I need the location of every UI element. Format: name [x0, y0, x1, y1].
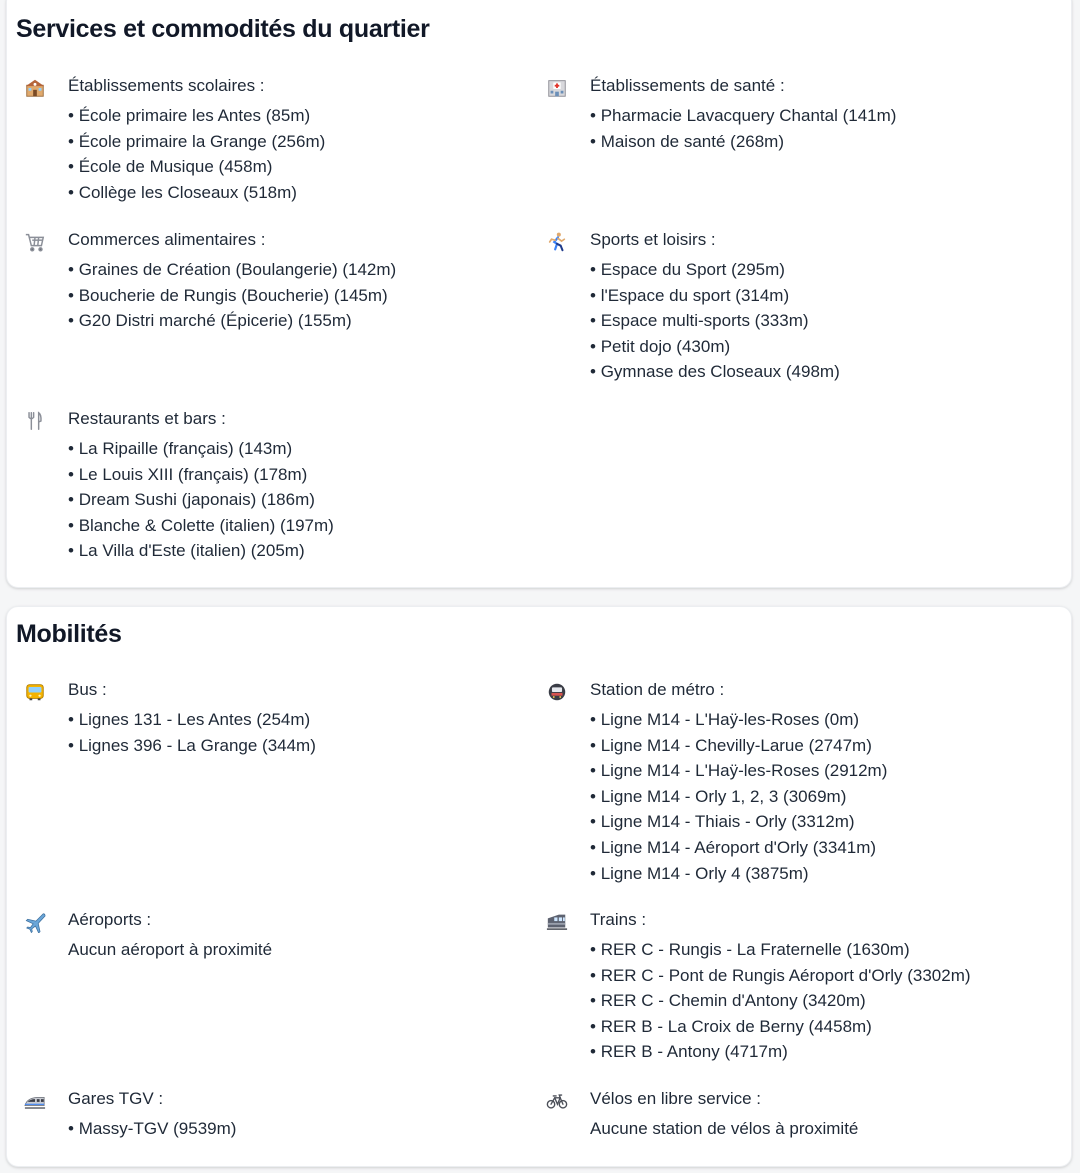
list-item: • G20 Distri marché (Épicerie) (155m) — [68, 308, 396, 334]
list-item: • Espace du Sport (295m) — [590, 257, 840, 283]
list-item: • Lignes 396 - La Grange (344m) — [68, 733, 316, 759]
list-item: • La Villa d'Este (italien) (205m) — [68, 538, 334, 564]
list-item: • Ligne M14 - Aéroport d'Orly (3341m) — [590, 835, 887, 861]
item-list — [590, 707, 887, 886]
group-title: Bus : — [68, 680, 107, 699]
list-item: • Ligne M14 - Orly 4 (3875m) — [590, 861, 887, 887]
list-item: • Collège les Closeaux (518m) — [68, 180, 325, 206]
list-item: • Ligne M14 - Chevilly-Larue (2747m) — [590, 733, 887, 759]
list-item: • RER C - Chemin d'Antony (3420m) — [590, 988, 971, 1014]
high-speed-train-icon — [22, 1088, 48, 1114]
list-item: • Maison de santé (268m) — [590, 129, 896, 155]
school-icon — [22, 75, 48, 101]
list-item: • Ligne M14 - L'Haÿ-les-Roses (2912m) — [590, 758, 887, 784]
hospital-icon — [544, 75, 570, 101]
list-item: • Pharmacie Lavacquery Chantal (141m) — [590, 103, 896, 129]
services-card — [6, 0, 1072, 588]
item-list — [590, 103, 896, 154]
group-title: Restaurants et bars : — [68, 409, 226, 428]
group-title: Établissements scolaires : — [68, 76, 265, 95]
list-item: • Petit dojo (430m) — [590, 334, 840, 360]
list-item: • RER B - La Croix de Berny (4458m) — [590, 1014, 971, 1040]
group-title: Sports et loisirs : — [590, 230, 716, 249]
item-list — [68, 1116, 236, 1142]
list-item: • Gymnase des Closeaux (498m) — [590, 359, 840, 385]
group-title: Vélos en libre service : — [590, 1089, 762, 1108]
list-item: • RER B - Antony (4717m) — [590, 1039, 971, 1065]
list-item: • RER C - Pont de Rungis Aéroport d'Orly (3302m) — [590, 963, 971, 989]
list-item: • Dream Sushi (japonais) (186m) — [68, 487, 334, 513]
list-item: • École de Musique (458m) — [68, 154, 325, 180]
item-list — [590, 257, 840, 385]
shopping-cart-icon — [22, 229, 48, 255]
group-title: Aéroports : — [68, 910, 152, 929]
list-item: • Ligne M14 - Orly 1, 2, 3 (3069m) — [590, 784, 887, 810]
mobilites-title: Mobilités — [16, 620, 122, 648]
bicycle-icon — [544, 1088, 570, 1114]
list-item: • Espace multi-sports (333m) — [590, 308, 840, 334]
group-title: Trains : — [590, 910, 647, 929]
bus-icon — [22, 679, 48, 705]
list-item: • l'Espace du sport (314m) — [590, 283, 840, 309]
list-item: • École primaire les Antes (85m) — [68, 103, 325, 129]
metro-icon — [544, 679, 570, 705]
list-item: • Ligne M14 - Thiais - Orly (3312m) — [590, 809, 887, 835]
item-list — [68, 257, 396, 334]
group-title: Station de métro : — [590, 680, 725, 699]
list-item: • Boucherie de Rungis (Boucherie) (145m) — [68, 283, 396, 309]
item-list — [68, 103, 325, 205]
train-icon — [544, 909, 570, 935]
list-item: • Massy-TGV (9539m) — [68, 1116, 236, 1142]
fork-knife-icon — [22, 408, 48, 434]
list-item: • Graines de Création (Boulangerie) (142m) — [68, 257, 396, 283]
group-title: Gares TGV : — [68, 1089, 164, 1108]
airplane-icon — [22, 909, 48, 935]
list-item: • Ligne M14 - L'Haÿ-les-Roses (0m) — [590, 707, 887, 733]
list-item: • RER C - Rungis - La Fraternelle (1630m) — [590, 937, 971, 963]
item-list — [590, 937, 971, 1065]
list-item: • Lignes 131 - Les Antes (254m) — [68, 707, 316, 733]
group-title: Établissements de santé : — [590, 76, 785, 95]
list-item: • Blanche & Colette (italien) (197m) — [68, 513, 334, 539]
list-item: • La Ripaille (français) (143m) — [68, 436, 334, 462]
mobilites-card — [6, 606, 1072, 1167]
item-list — [68, 707, 316, 758]
list-item: • Le Louis XIII (français) (178m) — [68, 462, 334, 488]
item-list — [68, 436, 334, 564]
services-title: Services et commodités du quartier — [16, 15, 430, 43]
group-title: Commerces alimentaires : — [68, 230, 266, 249]
no-result-text: Aucune station de vélos à proximité — [590, 1119, 859, 1138]
runner-icon — [544, 229, 570, 255]
list-item: • École primaire la Grange (256m) — [68, 129, 325, 155]
no-result-text: Aucun aéroport à proximité — [68, 940, 273, 959]
